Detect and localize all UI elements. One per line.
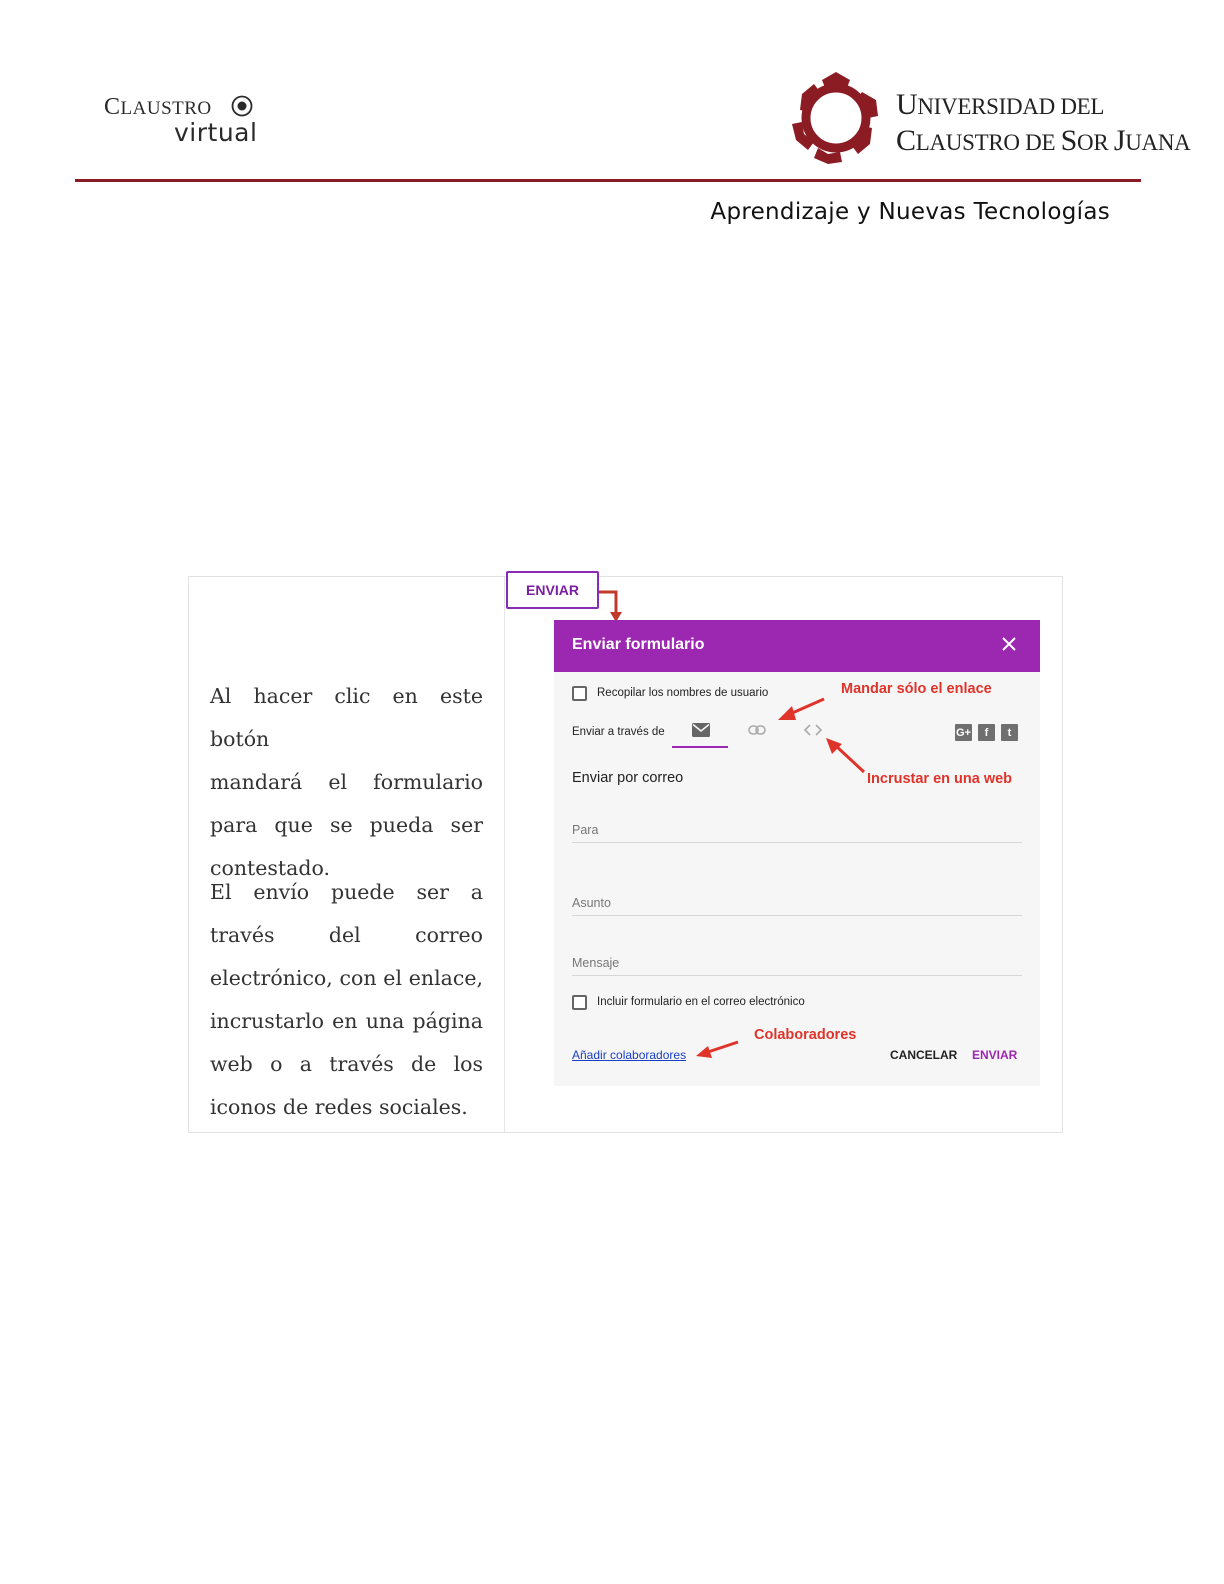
paragraph-send-options xyxy=(210,871,483,1129)
send-via-label: Enviar a través de xyxy=(572,726,665,738)
dialog-title: Enviar formulario xyxy=(572,636,705,653)
subject-field[interactable]: Asunto xyxy=(572,896,611,910)
active-tab-indicator xyxy=(672,746,728,748)
paragraph-line: electrónico, con el enlace, xyxy=(210,966,483,990)
claustro-virtual-logo xyxy=(104,92,264,152)
paragraph-line: para que se pueda ser xyxy=(210,813,483,837)
paragraph-line: contestado. xyxy=(210,856,330,880)
subject-field-underline xyxy=(572,915,1022,916)
message-field[interactable]: Mensaje xyxy=(572,956,620,970)
to-field-underline xyxy=(572,842,1022,843)
university-name-line2: CLAUSTRO DE SOR JUANA xyxy=(896,124,1191,157)
paragraph-line: mandará el formulario xyxy=(210,770,483,794)
paragraph-line: través del correo xyxy=(210,923,483,947)
facebook-icon[interactable]: f xyxy=(978,724,995,741)
paragraph-line: El envío puede ser a xyxy=(210,880,483,904)
paragraph-line: incrustarlo en una página xyxy=(210,1009,483,1033)
collect-usernames-label: Recopilar los nombres de usuario xyxy=(597,687,769,699)
add-collaborators-link[interactable]: Añadir colaboradores xyxy=(572,1048,687,1062)
close-icon[interactable] xyxy=(1000,635,1018,653)
annotation-embed: Incrustar en una web xyxy=(867,771,1013,787)
figure-column-divider xyxy=(504,576,505,1132)
link-icon[interactable] xyxy=(748,724,766,736)
send-by-email-title: Enviar por correo xyxy=(572,770,684,786)
collect-usernames-checkbox[interactable] xyxy=(572,686,587,701)
google-plus-icon[interactable]: G+ xyxy=(955,724,972,741)
paragraph-send-button xyxy=(210,675,483,890)
paragraph-line: web o a través de los xyxy=(210,1052,483,1076)
cancel-button[interactable]: CANCELAR xyxy=(890,1048,958,1062)
paragraph-line: Al hacer clic en este botón xyxy=(210,684,483,751)
header-divider xyxy=(75,179,1141,182)
target-dot-icon xyxy=(231,95,253,117)
send-button-callout[interactable]: ENVIAR xyxy=(506,571,599,609)
paragraph-line: iconos de redes sociales. xyxy=(210,1095,468,1119)
to-field[interactable]: Para xyxy=(572,823,599,837)
university-name-line1: UNIVERSIDAD DEL xyxy=(896,88,1105,121)
embed-code-icon[interactable] xyxy=(804,723,822,737)
send-button[interactable]: ENVIAR xyxy=(972,1048,1018,1062)
message-field-underline xyxy=(572,975,1022,976)
brand-claustro-text: CLAUSTRO xyxy=(104,94,212,120)
twitter-icon[interactable]: t xyxy=(1001,724,1018,741)
callout-connector-arrow xyxy=(598,590,628,624)
university-name xyxy=(896,88,1190,160)
include-form-checkbox[interactable] xyxy=(572,995,587,1010)
university-seal-logo xyxy=(788,70,884,166)
annotation-collaborators: Colaboradores xyxy=(754,1027,857,1043)
course-subject-title: Aprendizaje y Nuevas Tecnologías xyxy=(710,199,1110,225)
annotation-link-only: Mandar sólo el enlace xyxy=(841,681,992,697)
dialog-header xyxy=(554,620,1040,672)
brand-virtual-text: virtual xyxy=(174,118,258,147)
include-form-label: Incluir formulario en el correo electrónico xyxy=(597,996,805,1008)
email-icon[interactable] xyxy=(692,723,710,737)
send-form-dialog xyxy=(554,620,1040,1086)
